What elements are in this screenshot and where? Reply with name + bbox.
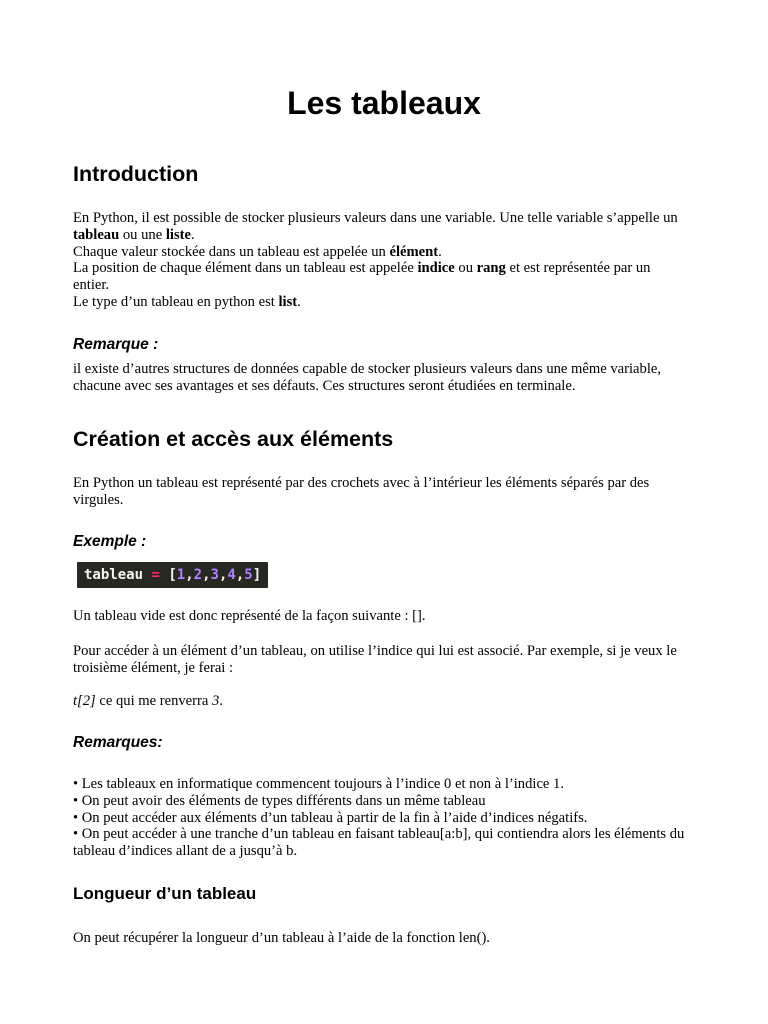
term-tableau: tableau (73, 226, 120, 243)
term-rang: rang (476, 260, 506, 277)
intro-paragraph-3: La position de chaque élément dans un tableau est appelée indice ou rang et est représentée par un entier. (73, 260, 651, 294)
list-item: • On peut accéder à une tranche d’un tableau en faisant tableau[a:b], qui contiendra alors les éléments du tableau d’indices allant de a jusqu’à b. (73, 826, 685, 860)
section-heading-creation: Création et accès aux éléments (73, 427, 394, 451)
code-operator: = (151, 567, 160, 583)
access-result: 3 (212, 693, 220, 709)
term-indice: indice (417, 260, 455, 277)
code-variable: tableau (84, 567, 144, 583)
empty-array-text: Un tableau vide est donc représenté de la façon suivante : []. (73, 608, 426, 624)
code-example-image (77, 562, 268, 588)
access-text: Pour accéder à un élément d’un tableau, on utilise l’indice qui lui est associé. Par exemple, si je veux le troisième élément, je ferai : (73, 643, 677, 676)
list-item: • Les tableaux en informatique commencent toujours à l’indice 0 et non à l’indice 1. (73, 776, 564, 792)
exemple-heading: Exemple : (73, 533, 147, 550)
code-number: 4 (227, 567, 236, 583)
longueur-text: On peut récupérer la longueur d’un tableau à l’aide de la fonction len(). (73, 930, 490, 946)
code-number: 2 (193, 567, 203, 583)
term-list: list (278, 293, 298, 310)
remarques-heading: Remarques: (73, 734, 163, 751)
page-title: Les tableaux (287, 85, 481, 121)
intro-paragraph-4: Le type d’un tableau en python est list. (73, 293, 301, 310)
intro-paragraph-1: En Python, il est possible de stocker plusieurs valeurs dans une variable. Une telle variable s’appelle un tableau ou une liste. (73, 210, 678, 243)
code-bracket-open: [ (168, 567, 177, 583)
code-number: 3 (210, 567, 219, 583)
code-comma: , (202, 567, 211, 583)
code-comma: , (235, 567, 245, 583)
section-heading-introduction: Introduction (73, 162, 199, 186)
code-comma: , (185, 567, 194, 583)
code-number: 5 (244, 567, 253, 583)
section-heading-longueur: Longueur d’un tableau (73, 884, 257, 903)
intro-paragraph-2: Chaque valeur stockée dans un tableau est appelée un élément. (73, 243, 442, 260)
code-bracket-close: ] (252, 567, 262, 583)
remarques-list (73, 776, 688, 860)
creation-text: En Python un tableau est représenté par des crochets avec à l’intérieur les éléments séparés par des virgules. (73, 475, 650, 508)
list-item: • On peut accéder aux éléments d’un tableau à partir de la fin à l’aide d’indices négatifs. (73, 809, 588, 826)
term-element: élément (389, 243, 439, 260)
access-code: t[2] (73, 693, 96, 709)
code-comma: , (218, 567, 228, 583)
access-example: t[2] ce qui me renverra 3. (73, 693, 223, 709)
code-number: 1 (176, 567, 186, 583)
term-liste: liste (165, 226, 191, 243)
list-item: • On peut avoir des éléments de types différents dans un même tableau (73, 792, 486, 809)
intro-paragraphs (73, 210, 688, 311)
remarque-heading: Remarque : (73, 336, 159, 353)
remarque-text: il existe d’autres structures de données capable de stocker plusieurs valeurs dans une même variable, chacune avec ses avantages et ses défauts. Ces structures seront étudiées en terminale. (73, 361, 661, 394)
